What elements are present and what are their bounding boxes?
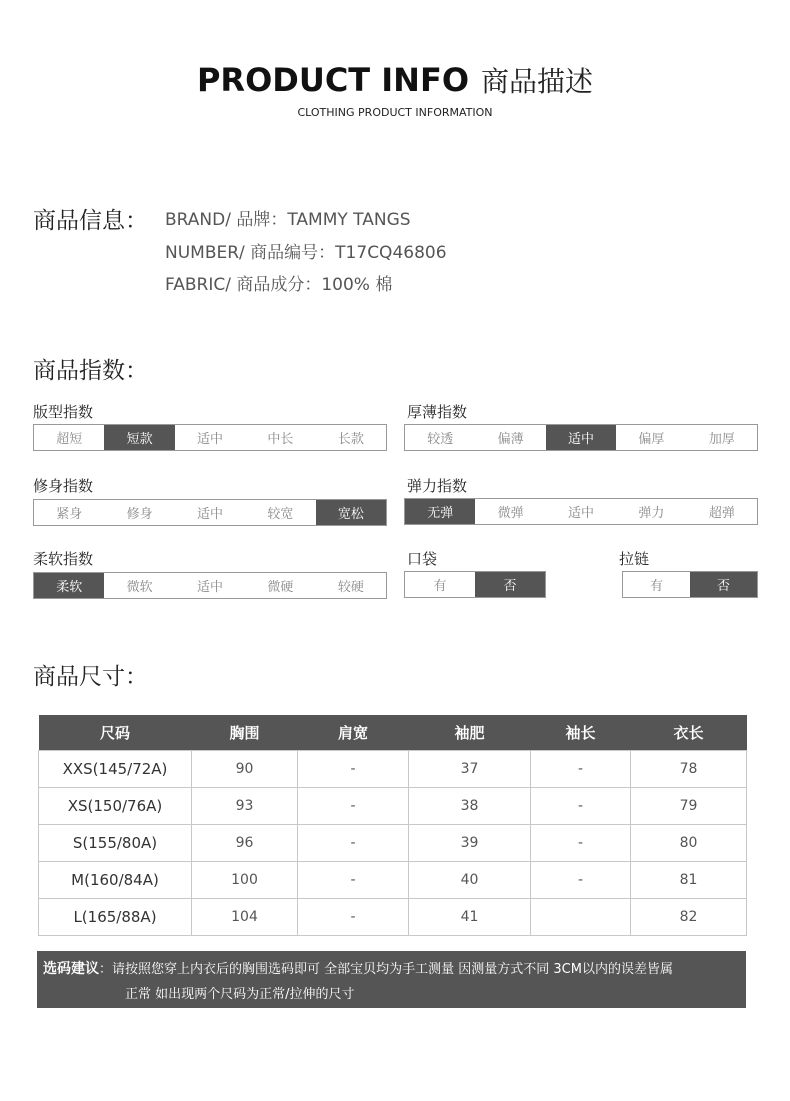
fit-option: 超短	[56, 432, 83, 447]
fit-option: 长款	[337, 432, 364, 447]
zipper-label: 拉链	[619, 550, 650, 568]
size-advice-box	[37, 951, 746, 1008]
fit-index-label: 版型指数	[33, 403, 94, 421]
shoulder-cell: -	[298, 788, 409, 825]
elastic-index-scale	[404, 498, 758, 525]
advice-line-2: 正常 如出现两个尺码为正常/拉伸的尺寸	[125, 987, 355, 1002]
slim-option: 紧身	[56, 507, 83, 522]
soft-option: 微硬	[267, 580, 294, 595]
soft-option: 较硬	[337, 580, 364, 595]
zipper-option: 有	[649, 579, 663, 594]
sleeve-width-cell: 40	[409, 862, 531, 899]
elastic-option: 超弹	[708, 506, 735, 521]
slim-option: 较宽	[267, 507, 294, 522]
length-cell: 82	[631, 899, 747, 936]
sleeve-length-cell	[531, 899, 631, 936]
size-table-header	[39, 715, 747, 751]
col-header-sleeve-length: 袖长	[531, 715, 631, 751]
sleeve-width-cell: 41	[409, 899, 531, 936]
sleeve-width-cell: 39	[409, 825, 531, 862]
thickness-option: 偏厚	[638, 432, 665, 447]
chest-cell: 93	[192, 788, 298, 825]
slim-option: 修身	[126, 507, 153, 522]
shoulder-cell: -	[298, 751, 409, 788]
length-cell: 81	[631, 862, 747, 899]
size-table	[38, 715, 747, 936]
title-chinese: 商品描述	[481, 65, 594, 98]
info-brand: BRAND/ 品牌：TAMMY TANGS	[165, 210, 411, 230]
elastic-option: 适中	[568, 506, 595, 521]
size-cell: S(155/80A)	[39, 825, 192, 862]
slim-index-scale	[33, 499, 387, 526]
size-cell: XS(150/76A)	[39, 788, 192, 825]
col-header-chest: 胸围	[192, 715, 298, 751]
elastic-option-selected: 无弹	[405, 499, 475, 524]
slim-option: 适中	[197, 507, 224, 522]
info-heading: 商品信息：	[33, 208, 148, 234]
slim-option-selected: 宽松	[316, 500, 386, 525]
length-cell: 79	[631, 788, 747, 825]
chest-cell: 96	[192, 825, 298, 862]
thickness-index-label: 厚薄指数	[407, 403, 468, 421]
zipper-scale	[622, 571, 758, 598]
page-subtitle: CLOTHING PRODUCT INFORMATION	[297, 106, 493, 119]
col-header-sleeve-width: 袖肥	[409, 715, 531, 751]
sleeve-width-cell: 38	[409, 788, 531, 825]
table-row	[39, 788, 747, 825]
slim-index-label: 修身指数	[33, 477, 94, 495]
soft-option: 微软	[126, 580, 153, 595]
table-row	[39, 751, 747, 788]
index-heading: 商品指数：	[33, 358, 148, 384]
page-title	[0, 60, 790, 100]
shoulder-cell: -	[298, 862, 409, 899]
table-row	[39, 862, 747, 899]
advice-label: 选码建议	[43, 961, 99, 977]
shoulder-cell: -	[298, 825, 409, 862]
fit-option: 中长	[267, 432, 294, 447]
size-cell: XXS(145/72A)	[39, 751, 192, 788]
info-number: NUMBER/ 商品编号：T17CQ46806	[165, 243, 447, 263]
sleeve-length-cell: -	[531, 751, 631, 788]
size-cell: L(165/88A)	[39, 899, 192, 936]
advice-text-1: ：请按照您穿上内衣后的胸围选码即可 全部宝贝均为手工测量 因测量方式不同 3CM以内的误差皆属	[99, 962, 673, 977]
shoulder-cell: -	[298, 899, 409, 936]
pocket-label: 口袋	[407, 550, 438, 568]
length-cell: 80	[631, 825, 747, 862]
pocket-scale	[404, 571, 546, 598]
size-cell: M(160/84A)	[39, 862, 192, 899]
elastic-index-label: 弹力指数	[407, 477, 468, 495]
soft-option-selected: 柔软	[34, 573, 104, 598]
soft-index-scale	[33, 572, 387, 599]
pocket-option: 有	[433, 579, 447, 594]
chest-cell: 90	[192, 751, 298, 788]
thickness-option: 偏薄	[497, 432, 524, 447]
thickness-index-scale	[404, 424, 758, 451]
chest-cell: 100	[192, 862, 298, 899]
thickness-option-selected: 适中	[546, 425, 616, 450]
col-header-size: 尺码	[39, 715, 192, 751]
pocket-option-selected: 否	[475, 572, 545, 597]
elastic-option: 弹力	[638, 506, 665, 521]
sleeve-length-cell: -	[531, 862, 631, 899]
advice-line-1	[43, 957, 740, 982]
title-english: PRODUCT INFO	[196, 61, 470, 99]
col-header-length: 衣长	[631, 715, 747, 751]
table-row	[39, 899, 747, 936]
fit-option-selected: 短款	[104, 425, 174, 450]
fit-option: 适中	[197, 432, 224, 447]
sleeve-width-cell: 37	[409, 751, 531, 788]
thickness-option: 加厚	[708, 432, 735, 447]
sleeve-length-cell: -	[531, 825, 631, 862]
elastic-option: 微弹	[497, 506, 524, 521]
soft-option: 适中	[197, 580, 224, 595]
chest-cell: 104	[192, 899, 298, 936]
table-row	[39, 825, 747, 862]
info-fabric: FABRIC/ 商品成分：100% 棉	[165, 275, 393, 295]
thickness-option: 较透	[427, 432, 454, 447]
zipper-option-selected: 否	[690, 572, 757, 597]
fit-index-scale	[33, 424, 387, 451]
size-heading: 商品尺寸：	[33, 664, 148, 690]
col-header-shoulder: 肩宽	[298, 715, 409, 751]
soft-index-label: 柔软指数	[33, 550, 94, 568]
sleeve-length-cell: -	[531, 788, 631, 825]
length-cell: 78	[631, 751, 747, 788]
